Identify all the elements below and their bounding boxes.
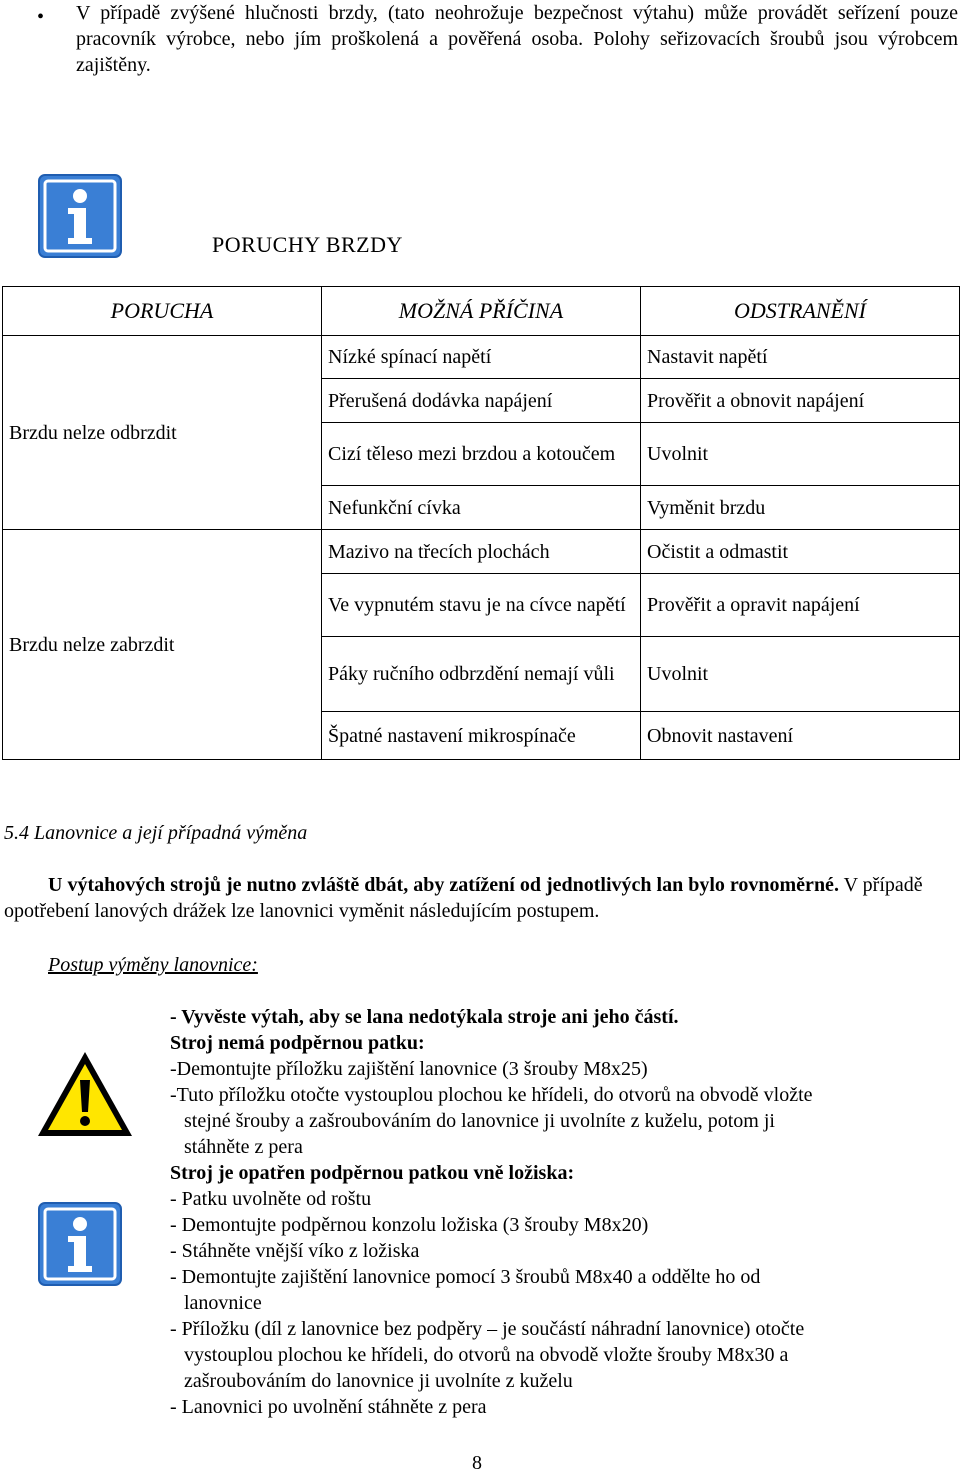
info-icon <box>38 1202 122 1286</box>
warning-icon <box>36 1050 134 1145</box>
cause-cell: Ve vypnutém stavu je na cívce napětí <box>322 574 641 637</box>
step-line: -Tuto příložku otočte vystouplou plochou ke hřídeli, do otvorů na obvodě vložte <box>170 1084 813 1106</box>
intro-text: V případě opotřebení lanových drážek lze lanovnici vyměnit následujícím postupem. <box>4 874 923 922</box>
fix-cell: Očistit a odmastit <box>641 530 960 574</box>
faults-table <box>2 286 960 760</box>
fault-cell: Brzdu nelze zabrzdit <box>3 530 322 760</box>
table-title: PORUCHY BRZDY <box>212 232 403 257</box>
step-line: stáhněte z pera <box>184 1136 303 1158</box>
cause-cell: Nefunkční cívka <box>322 486 641 530</box>
step-line: -Demontujte příložku zajištění lanovnice (3 šrouby M8x25) <box>170 1058 648 1080</box>
section-intro <box>4 872 954 924</box>
section-heading: 5.4 Lanovnice a její případná výměna <box>4 822 308 844</box>
info-icon <box>38 174 122 258</box>
fix-cell: Prověřit a obnovit napájení <box>641 379 960 423</box>
fix-cell: Obnovit nastavení <box>641 712 960 760</box>
fix-cell: Vyměnit brzdu <box>641 486 960 530</box>
case1-heading: Stroj nemá podpěrnou patku: <box>170 1032 425 1054</box>
fix-cell: Uvolnit <box>641 423 960 486</box>
procedure-title: Postup výměny lanovnice: <box>48 954 258 976</box>
fix-cell: Nastavit napětí <box>641 336 960 379</box>
page-number: 8 <box>472 1452 482 1474</box>
table-row <box>3 336 960 379</box>
bullet-symbol: • <box>37 6 45 28</box>
fix-cell: Prověřit a opravit napájení <box>641 574 960 637</box>
step-line: vystouplou plochou ke hřídeli, do otvorů na obvodě vložte šrouby M8x30 a <box>184 1344 789 1366</box>
case2-heading: Stroj je opatřen podpěrnou patkou vně ložiska: <box>170 1162 575 1184</box>
table-row <box>3 530 960 574</box>
table-header-row <box>3 287 960 336</box>
step-first: - Vyvěste výtah, aby se lana nedotýkala stroje ani jeho částí. <box>170 1006 679 1028</box>
cause-cell: Nízké spínací napětí <box>322 336 641 379</box>
step-line: - Příložku (díl z lanovnice bez podpěry – je součástí náhradní lanovnice) otočte <box>170 1318 805 1340</box>
cause-cell: Mazivo na třecích plochách <box>322 530 641 574</box>
cause-cell: Přerušená dodávka napájení <box>322 379 641 423</box>
step-line: lanovnice <box>184 1292 262 1314</box>
bullet-text: V případě zvýšené hlučnosti brzdy, (tato neohrožuje bezpečnost výtahu) může provádět seřízení pouze pracovník výrobce, nebo jím proškolená a pověřená osoba. Polohy seřizovacích šroubů jsou výrobcem zajištěny. <box>76 2 958 76</box>
step-line: - Patku uvolněte od roštu <box>170 1188 372 1210</box>
fault-cell: Brzdu nelze odbrzdit <box>3 336 322 530</box>
header-fault: PORUCHA <box>3 287 322 336</box>
step-line: stejné šrouby a zašroubováním do lanovnice ji uvolníte z kuželu, potom ji <box>184 1110 775 1132</box>
cause-cell: Cizí těleso mezi brzdou a kotoučem <box>322 423 641 486</box>
intro-bold-text: U výtahových strojů je nutno zvláště dbát, aby zatížení od jednotlivých lan bylo rovnoměrné. <box>48 874 839 896</box>
step-line: - Stáhněte vnější víko z ložiska <box>170 1240 420 1262</box>
cause-cell: Špatné nastavení mikrospínače <box>322 712 641 760</box>
cause-cell: Páky ručního odbrzdění nemají vůli <box>322 637 641 712</box>
fix-cell: Uvolnit <box>641 637 960 712</box>
step-line: - Demontujte podpěrnou konzolu ložiska (3 šrouby M8x20) <box>170 1214 649 1236</box>
step-line: - Demontujte zajištění lanovnice pomocí 3 šroubů M8x40 a oddělte ho od <box>170 1266 761 1288</box>
header-cause: MOŽNÁ PŘÍČINA <box>322 287 641 336</box>
step-line: - Lanovnici po uvolnění stáhněte z pera <box>170 1396 487 1418</box>
header-fix: ODSTRANĚNÍ <box>641 287 960 336</box>
step-line: zašroubováním do lanovnice ji uvolníte z kuželu <box>184 1370 573 1392</box>
procedure-steps <box>170 1004 960 1420</box>
